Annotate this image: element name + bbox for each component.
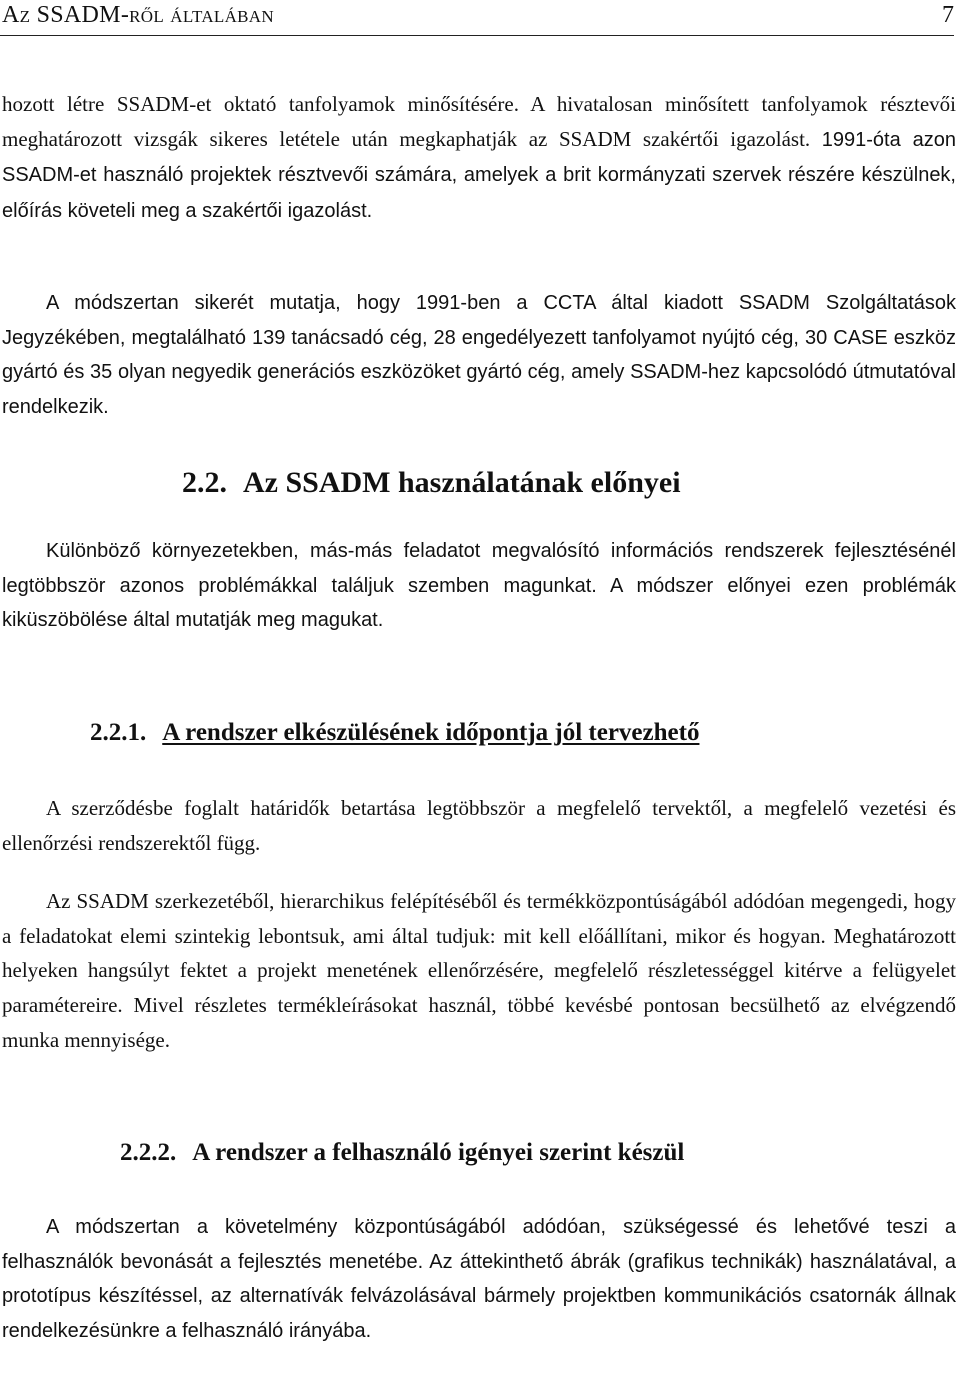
running-header [2, 0, 954, 36]
paragraph-6: A módszertan a követelmény központúságából adódóan, szükségessé és lehetővé teszi a felhasználók bevonását a fejlesztés menetébe. Az áttekinthető ábrák (grafikus technikák) használatával, a prototípus készítéssel, az alternatívák felvázolásával bármely projektben kommunikációs csatornák állnak rendelkezésünkre a felhasználó irányába. [2, 1216, 956, 1343]
paragraph-5: Az SSADM szerkezetéből, hierarchikus felépítéséből és termékközpontúságából adódóan megengedi, hogy a feladatokat elemi szintekig lebontsuk, ami által tudjuk: mit kell előállítani, mikor és hogyan. Meghatározott helyeken hangsúlyt fektet a projekt menetének ellenőrzésére, megfelelő részletességgel kitérve a felügyelet paramétereire. Mivel részletes termékleírásokat használ, többé kevésbé pontosan becsülhető az elvégzendő munka mennyisége. [2, 889, 956, 1052]
paragraph-3: Különböző környezetekben, más-más feladatot megvalósító információs rendszerek fejlesztésénél legtöbbször azonos problémákkal találjuk szemben magunkat. A módszer előnyei ezen problémák kiküszöbölése által mutatják meg magukat. [2, 540, 956, 632]
paragraph-1-serif: hozott létre SSADM-et oktató tanfolyamok minősítésére. A hivatalosan minősített tanfolyamok résztevői meghatározott vizsgák sikeres letétele után megkaphatják az SSADM szakértői igazolást. [2, 92, 956, 151]
paragraph-1 [2, 87, 956, 229]
subsection-heading-2-2-2: 2.2.2. A rendszer a felhasználó igényei szerint készül [120, 1139, 685, 1166]
page-number: 7 [942, 2, 954, 28]
paragraph-4: A szerződésbe foglalt határidők betartása legtöbbször a megfelelő tervektől, a megfelelő vezetési és ellenőrzési rendszerektől függ. [2, 796, 956, 855]
paragraph-1-sans: 1991-óta azon SSADM-et használó projektek résztvevői számára, amelyek a brit kormányzati szervek részére készülnek, előírás követeli meg a szakértői igazolást. [2, 128, 956, 223]
subsection-heading-2-2-1: 2.2.1. A rendszer elkészülésének időpontja jól tervezhető [90, 719, 700, 746]
header-rule [0, 35, 954, 36]
paragraph-2: A módszertan sikerét mutatja, hogy 1991-ben a CCTA által kiadott SSADM Szolgáltatások Jegyzékében, megtalálható 139 tanácsadó cég, 28 engedélyezett tanfolyamot nyújtó cég, 30 CASE eszköz gyártó és 35 olyan negyedik generációs eszközöket gyártó cég, amely SSADM-hez kapcsolódó útmutatóval rendelkezik. [2, 292, 956, 419]
header-title: Az SSADM-ről általában [2, 2, 274, 28]
section-heading-2-2: 2.2. Az SSADM használatának előnyei [182, 466, 681, 499]
